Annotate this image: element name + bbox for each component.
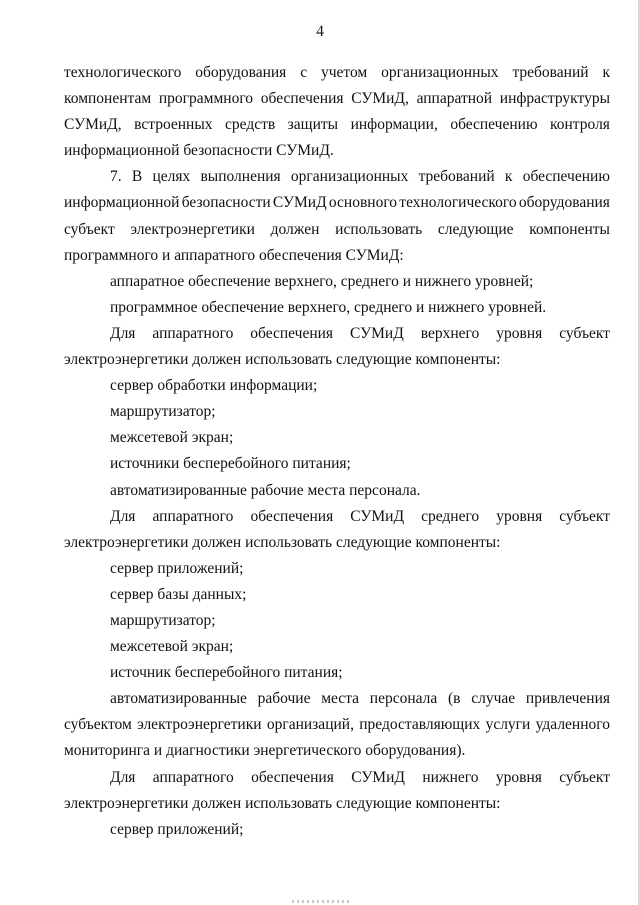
word: предоставляющих: [359, 716, 481, 734]
list-item: сервер обработки информации;: [110, 377, 318, 395]
word: уровня: [495, 768, 542, 786]
word: персонала: [369, 690, 438, 708]
word: субъект: [559, 768, 610, 786]
word: защиты: [287, 116, 339, 134]
list-item: автоматизированные рабочие места персонала.: [110, 481, 421, 499]
word: привлечения: [525, 690, 610, 708]
paragraph-line: программного и аппаратного обеспечения СУМиД:: [64, 246, 404, 264]
page-number: 4: [316, 23, 324, 40]
word: услуги: [485, 716, 531, 734]
word: к: [504, 168, 513, 186]
word: к: [602, 64, 610, 81]
list-item: аппаратное обеспечение верхнего, среднего и нижнего уровней;: [110, 272, 534, 290]
word: выполнения: [200, 168, 281, 186]
list-item: сервер приложений;: [110, 559, 244, 577]
word: обеспечения: [250, 324, 334, 342]
word: уровня: [496, 507, 543, 525]
list-item: маршрутизатор;: [110, 611, 216, 629]
word: обеспечения: [260, 90, 344, 108]
word: технологического: [64, 64, 182, 81]
word: средств: [225, 116, 276, 134]
word: верхнего: [420, 324, 480, 342]
scan-noise-artifact: [292, 900, 352, 903]
document-body: [64, 60, 610, 843]
list-item: источник бесперебойного питания;: [110, 664, 343, 682]
word: электроэнергетики: [137, 716, 262, 734]
word: Для: [110, 324, 136, 342]
list-item: сервер базы данных;: [110, 585, 247, 603]
word: технологического: [399, 194, 517, 212]
word: требований: [418, 168, 495, 186]
paragraph-line: [64, 504, 610, 530]
word: среднего: [421, 507, 480, 525]
paragraph-line: [64, 164, 610, 190]
paragraph-line: [64, 712, 610, 738]
word: аппаратной: [416, 90, 493, 108]
word: обеспечению: [522, 168, 610, 186]
word: компонентам: [64, 90, 152, 108]
list-item: источники бесперебойного питания;: [110, 455, 351, 473]
paragraph-line: [64, 321, 610, 347]
word: В: [131, 168, 143, 186]
word: (в: [448, 690, 461, 708]
word: контроля: [550, 116, 610, 134]
paragraph-line: [64, 217, 610, 243]
word: СУМиД,: [64, 116, 122, 134]
word: инфраструктуры: [499, 90, 610, 108]
list-item: межсетевой экран;: [110, 429, 234, 447]
word: СУМиД,: [351, 90, 409, 108]
clause-number: 7.: [110, 168, 122, 186]
paragraph-line: электроэнергетики должен использовать следующие компоненты:: [64, 351, 501, 369]
paragraph-line: [64, 190, 610, 216]
word: компоненты: [529, 220, 610, 238]
paragraph-line: [64, 765, 610, 791]
word: Для: [110, 768, 136, 786]
word: целях: [152, 168, 191, 186]
word: организационных: [290, 168, 409, 186]
word: безопасности: [181, 194, 271, 212]
word: электроэнергетики: [130, 220, 255, 238]
word: организационных: [381, 64, 499, 81]
word: субъект: [64, 220, 115, 238]
word: обеспечения: [251, 768, 334, 786]
word: учетом: [320, 64, 368, 81]
word: аппаратного: [152, 507, 234, 525]
word: следующие: [437, 220, 514, 238]
word: оборудования: [195, 64, 287, 81]
word: с: [300, 64, 308, 81]
word: аппаратного: [152, 324, 234, 342]
paragraph-line: [64, 60, 610, 86]
list-item: сервер приложений;: [110, 820, 244, 838]
list-item: маршрутизатор;: [110, 403, 216, 421]
word: основного: [328, 194, 398, 212]
paragraph-line: электроэнергетики должен использовать следующие компоненты:: [64, 533, 501, 551]
word: обеспечению: [450, 116, 538, 134]
word: информационной: [64, 194, 180, 212]
list-item: межсетевой экран;: [110, 638, 234, 656]
word: требований: [512, 64, 589, 81]
word: должен: [270, 220, 320, 238]
word: рабочие: [257, 690, 311, 708]
word: организаций,: [266, 716, 354, 734]
word: информации,: [350, 116, 438, 134]
paragraph-line: [64, 86, 610, 112]
word: программного: [158, 90, 254, 108]
paragraph-line: [64, 686, 610, 712]
word: использовать: [335, 220, 423, 238]
word: субъект: [559, 507, 610, 525]
paragraph-line: [64, 112, 610, 138]
paragraph-line: мониторинга и диагностики энергетического оборудования).: [64, 742, 466, 760]
list-item: программное обеспечение верхнего, среднего и нижнего уровней.: [110, 298, 547, 316]
paragraph-line: информационной безопасности СУМиД.: [64, 142, 334, 160]
word: субъектом: [64, 716, 132, 734]
word: случае: [471, 690, 516, 708]
word: уровня: [496, 324, 543, 342]
word: Для: [110, 507, 136, 525]
word: автоматизированные: [110, 690, 247, 708]
word: СУМиД: [272, 194, 327, 212]
word: аппаратного: [152, 768, 234, 786]
word: встроенных: [134, 116, 213, 134]
word: субъект: [559, 324, 610, 342]
word: нижнего: [422, 768, 479, 786]
word: обеспечения: [250, 507, 334, 525]
word: удаленного: [535, 716, 610, 734]
word: СУМиД: [351, 768, 405, 786]
word: СУМиД: [350, 324, 404, 342]
word: оборудования: [518, 194, 610, 212]
word: СУМиД: [350, 507, 405, 525]
word: места: [321, 690, 360, 708]
paragraph-line: электроэнергетики должен использовать следующие компоненты:: [64, 794, 501, 812]
